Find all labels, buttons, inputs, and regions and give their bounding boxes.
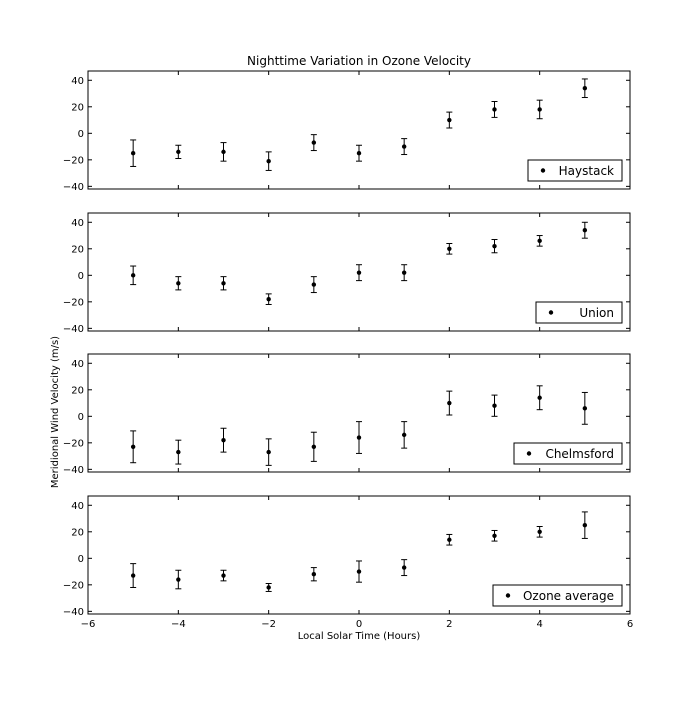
data-point (492, 244, 496, 248)
data-point (537, 107, 541, 111)
x-tick-label: −6 (80, 619, 96, 630)
data-point (176, 281, 180, 285)
data-point (402, 433, 406, 437)
data-point (447, 247, 451, 251)
data-point (312, 140, 316, 144)
data-point (357, 270, 361, 274)
legend (514, 443, 622, 464)
data-point (402, 565, 406, 569)
data-point (583, 523, 587, 527)
data-point (176, 150, 180, 154)
data-point (583, 406, 587, 410)
y-tick-label: 20 (71, 385, 84, 397)
data-point (492, 107, 496, 111)
data-point (221, 438, 225, 442)
y-axis-label: Meridional Wind Velocity (m/s) (50, 335, 61, 489)
y-tick-label: −20 (62, 580, 84, 592)
y-tick-label: −40 (62, 606, 84, 618)
x-tick-label: −2 (261, 619, 277, 630)
data-point (312, 282, 316, 286)
y-tick-label: 0 (77, 553, 84, 565)
data-point (583, 228, 587, 232)
data-point (221, 150, 225, 154)
y-tick-label: −20 (62, 297, 84, 309)
data-point (312, 445, 316, 449)
data-point (357, 569, 361, 573)
x-axis-label: Local Solar Time (Hours) (297, 631, 421, 642)
data-point (131, 273, 135, 277)
x-tick-label: 0 (355, 619, 363, 630)
data-point (312, 572, 316, 576)
data-point (266, 450, 270, 454)
x-tick-label: −4 (170, 619, 186, 630)
data-point (266, 585, 270, 589)
legend (493, 585, 622, 606)
data-point (492, 534, 496, 538)
subplot-chelmsford (63, 354, 630, 476)
y-tick-label: −20 (62, 155, 84, 167)
y-tick-label: 0 (77, 270, 84, 282)
x-tick-label: 2 (446, 619, 453, 630)
x-tick-label: 4 (536, 619, 543, 630)
legend-marker (506, 593, 510, 597)
legend-marker (541, 168, 545, 172)
y-tick-label: −40 (62, 181, 84, 193)
data-point (266, 297, 270, 301)
legend-marker (527, 451, 531, 455)
y-tick-label: −40 (62, 464, 84, 476)
data-point (131, 151, 135, 155)
data-point (402, 144, 406, 148)
data-point (176, 450, 180, 454)
subplot-union (63, 213, 630, 335)
data-point (221, 573, 225, 577)
data-point (537, 396, 541, 400)
data-point (357, 435, 361, 439)
data-point (221, 281, 225, 285)
legend-label: Chelmsford (545, 447, 614, 461)
data-point (537, 239, 541, 243)
y-tick-label: −20 (62, 438, 84, 450)
y-tick-label: 20 (71, 244, 84, 256)
legend (536, 302, 622, 323)
legend-marker (549, 310, 553, 314)
y-tick-label: 40 (71, 75, 84, 87)
data-point (447, 118, 451, 122)
data-point (447, 401, 451, 405)
y-tick-label: 20 (71, 102, 84, 114)
y-tick-label: 40 (71, 500, 84, 512)
y-tick-label: 20 (71, 527, 84, 539)
data-point (402, 270, 406, 274)
subplot-ozone-average (63, 496, 633, 630)
chart-title: Nighttime Variation in Ozone Velocity (247, 54, 471, 68)
legend (528, 160, 622, 181)
x-tick-label: 6 (626, 619, 634, 630)
y-tick-label: 40 (71, 217, 84, 229)
legend-label: Union (579, 306, 614, 320)
y-tick-label: 0 (77, 128, 84, 140)
data-point (357, 151, 361, 155)
y-tick-label: 40 (71, 358, 84, 370)
subplot-haystack (63, 71, 630, 193)
subplot-panels (63, 71, 633, 630)
data-point (266, 159, 270, 163)
data-point (131, 445, 135, 449)
data-point (583, 86, 587, 90)
legend-label: Haystack (558, 164, 614, 178)
data-point (537, 530, 541, 534)
y-tick-label: −40 (62, 323, 84, 335)
legend-label: Ozone average (522, 589, 614, 603)
data-point (492, 404, 496, 408)
y-tick-label: 0 (77, 411, 84, 423)
data-point (131, 573, 135, 577)
data-point (447, 538, 451, 542)
data-point (176, 577, 180, 581)
